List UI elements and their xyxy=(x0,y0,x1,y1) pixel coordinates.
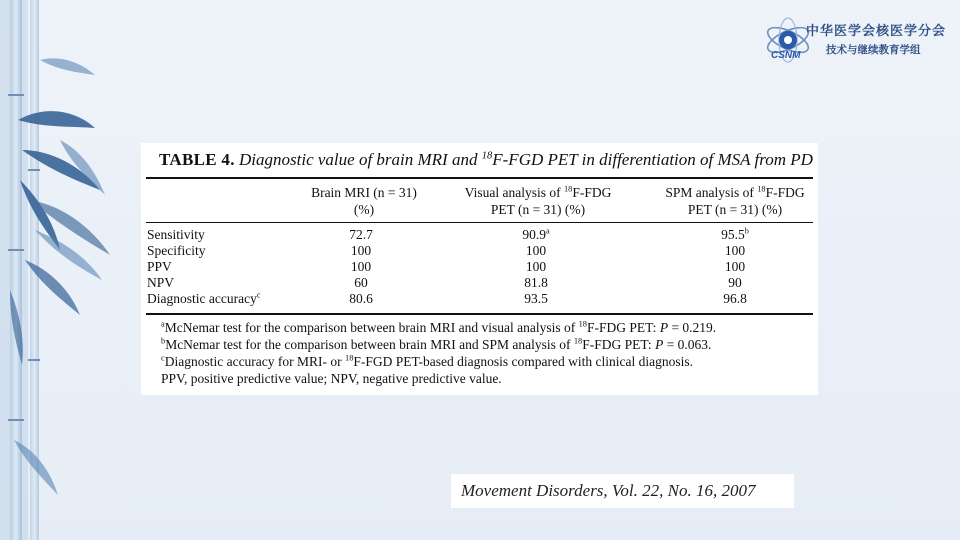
logo-subtitle: 技术与继续教育学组 xyxy=(826,44,921,56)
cell-brain-mri: 60 xyxy=(354,275,368,290)
top-rule xyxy=(146,177,813,179)
footnote-c: $^c$Diagnostic accuracy for MRI- or $^{18}$F-FGD PET-based diagnosis compared with clinical diagnosis. xyxy=(161,353,693,369)
logo-title: 中华医学会核医学分会 xyxy=(806,24,947,39)
cell-brain-mri: 72.7 xyxy=(349,227,373,242)
row-label: Specificity xyxy=(147,243,206,258)
cell-visual-analysis: 100 xyxy=(525,259,547,274)
row-label: NPV xyxy=(147,275,175,290)
citation-text: Movement Disorders, Vol. 22, No. 16, 2007 xyxy=(461,481,756,500)
bamboo-decoration xyxy=(0,0,135,540)
cell-brain-mri: 100 xyxy=(350,243,372,258)
footnote-b: $^b$McNemar test for the comparison between brain MRI and SPM analysis of $^{18}$F-FDG PET: P = 0.063. xyxy=(161,336,712,352)
bottom-rule xyxy=(146,313,813,315)
cell-brain-mri: 80.6 xyxy=(349,291,373,306)
cell-spm-analysis: 100 xyxy=(724,259,746,274)
table-title xyxy=(159,150,813,170)
cell-spm-analysis: 100 xyxy=(724,243,746,258)
footnote-abbreviations: PPV, positive predictive value; NPV, negative predictive value. xyxy=(161,371,502,386)
cell-visual-analysis: 81.8 xyxy=(524,275,548,290)
header-rule xyxy=(146,222,813,223)
table-label: TABLE 4. xyxy=(159,150,235,169)
cell-visual-analysis: 90.9$^a$ xyxy=(522,226,550,242)
cell-brain-mri: 100 xyxy=(350,259,372,274)
cell-spm-analysis: 96.8 xyxy=(723,291,747,306)
cell-visual-analysis: 93.5 xyxy=(524,291,548,306)
cell-spm-analysis: 90 xyxy=(728,275,742,290)
column-header-spm-analysis: SPM analysis of $^{18}$F-FDG PET (n = 31) (%) xyxy=(665,184,805,217)
row-label: Sensitivity xyxy=(147,227,205,242)
column-header-visual-analysis: Visual analysis of $^{18}$F-FDG PET (n = 31) (%) xyxy=(464,184,612,217)
cell-visual-analysis: 100 xyxy=(525,243,547,258)
table-caption: Diagnostic value of brain MRI and $^{18}$F-FGD PET in differentiation of MSA from PD xyxy=(239,150,813,169)
citation-box xyxy=(451,474,794,508)
column-header-brain-mri: Brain MRI (n = 31) (%) xyxy=(311,185,417,217)
cell-spm-analysis: 95.5$^b$ xyxy=(721,226,749,242)
footnote-a: $^a$McNemar test for the comparison between brain MRI and visual analysis of $^{18}$F-FDG PET: P = 0.219. xyxy=(161,319,717,335)
row-label: Diagnostic accuracy$^c$ xyxy=(147,290,261,306)
row-label: PPV xyxy=(147,259,172,274)
logo-abbreviation: CSNM xyxy=(771,50,801,61)
table-card xyxy=(141,143,818,395)
